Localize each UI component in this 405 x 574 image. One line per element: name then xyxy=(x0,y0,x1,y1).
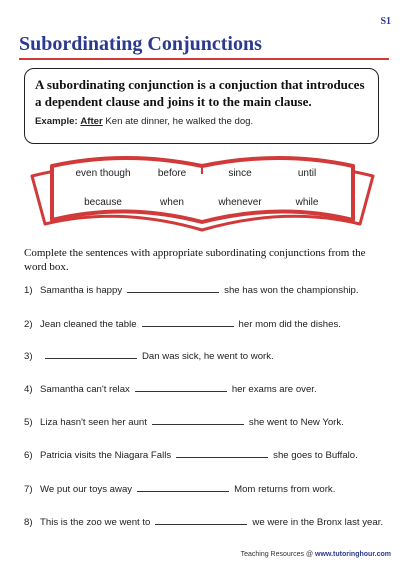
word-box-item: until xyxy=(297,168,317,179)
question-text-after: we were in the Bronx last year. xyxy=(252,517,384,528)
definition-text: A subordinating conjunction is a conjuction that introduces a dependent clause and joins it to the main clause. xyxy=(35,77,365,109)
answer-blank[interactable] xyxy=(137,482,229,492)
word-box-item: since xyxy=(228,168,252,179)
word-box-item: whenever xyxy=(218,197,262,208)
question-text-after: her exams are over. xyxy=(231,384,317,395)
example-sentence: Ken ate dinner, he walked the dog. xyxy=(105,116,254,127)
question-item xyxy=(24,482,394,495)
open-book-frame-icon xyxy=(30,148,375,236)
question-text-after: Mom returns from work. xyxy=(234,484,336,495)
word-box-item: because xyxy=(84,197,122,208)
word-box-item: even though xyxy=(75,168,131,179)
question-number: 2) xyxy=(24,319,33,330)
question-number: 6) xyxy=(24,450,33,461)
answer-blank[interactable] xyxy=(45,349,137,359)
question-item xyxy=(24,349,394,362)
page-title: Subordinating Conjunctions xyxy=(19,33,262,55)
word-box xyxy=(30,148,375,236)
question-text-after: she has won the championship. xyxy=(224,285,359,296)
example-word: After xyxy=(80,116,103,127)
question-text-before: Samantha is happy xyxy=(40,285,123,296)
question-text-before: We put our toys away xyxy=(40,484,133,495)
word-box-item: while xyxy=(295,197,319,208)
question-text-before: Jean cleaned the table xyxy=(40,319,137,330)
answer-blank[interactable] xyxy=(127,283,219,293)
word-box-item: before xyxy=(157,168,187,179)
word-box-item: when xyxy=(160,197,184,208)
answer-blank[interactable] xyxy=(135,382,227,392)
question-item xyxy=(24,283,394,296)
definition-box xyxy=(24,68,379,144)
footer-link[interactable]: www.tutoringhour.com xyxy=(315,551,391,558)
question-number: 8) xyxy=(24,517,33,528)
question-number: 7) xyxy=(24,484,33,495)
question-number: 5) xyxy=(24,417,33,428)
answer-blank[interactable] xyxy=(152,415,244,425)
sheet-code: S1 xyxy=(380,16,391,27)
question-number: 1) xyxy=(24,285,33,296)
question-number: 4) xyxy=(24,384,33,395)
question-text-before: Samantha can't relax xyxy=(40,384,130,395)
question-number: 3) xyxy=(24,351,33,362)
example-label: Example: xyxy=(35,116,78,127)
question-text-after: she went to New York. xyxy=(248,417,344,428)
question-item xyxy=(24,415,394,428)
footer-text: Teaching Resources @ xyxy=(240,551,314,558)
question-text-before: Patricia visits the Niagara Falls xyxy=(40,450,172,461)
question-text-after: Dan was sick, he went to work. xyxy=(142,351,274,362)
question-item xyxy=(24,317,394,330)
question-text-before: Liza hasn't seen her aunt xyxy=(40,417,147,428)
question-text-before: This is the zoo we went to xyxy=(40,517,151,528)
instructions: Complete the sentences with appropriate subordinating conjunctions from the word box. xyxy=(24,247,366,273)
answer-blank[interactable] xyxy=(155,515,247,525)
example-line xyxy=(35,116,368,127)
question-item xyxy=(24,515,394,528)
title-divider xyxy=(19,58,389,60)
question-text-after: her mom did the dishes. xyxy=(238,319,341,330)
answer-blank[interactable] xyxy=(176,448,268,458)
footer xyxy=(241,551,391,558)
question-item xyxy=(24,448,394,461)
answer-blank[interactable] xyxy=(142,317,234,327)
question-item xyxy=(24,382,394,395)
question-text-after: she goes to Buffalo. xyxy=(273,450,358,461)
